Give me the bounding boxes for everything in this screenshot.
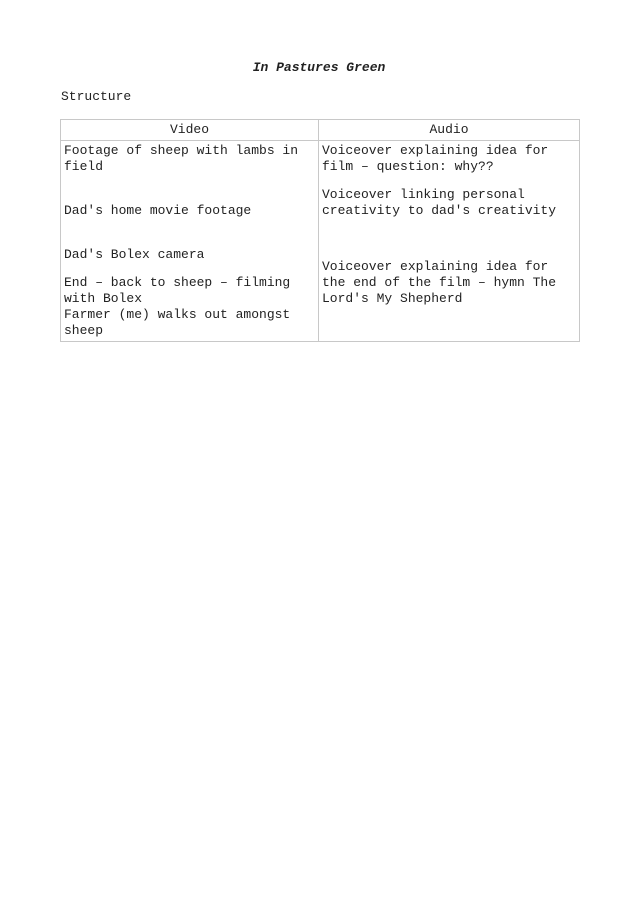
- video-item-farmer-walks: Farmer (me) walks out amongst sheep: [64, 307, 291, 338]
- audio-cell: [319, 141, 580, 342]
- video-item-bolex-camera: Dad's Bolex camera: [64, 247, 205, 262]
- table-header-row: [61, 120, 580, 141]
- structure-table: [60, 119, 580, 342]
- section-heading: Structure: [61, 89, 132, 104]
- document-title: In Pastures Green: [252, 60, 386, 75]
- audio-column-header: Audio: [319, 120, 580, 141]
- audio-item-idea-for-film: Voiceover explaining idea for film – question: why??: [322, 143, 549, 174]
- video-cell: [61, 141, 319, 342]
- video-item-end-filming: End – back to sheep – filming with Bolex: [64, 275, 291, 306]
- video-column-header: Video: [61, 120, 319, 141]
- audio-item-end-of-film: Voiceover explaining idea for the end of the film – hymn The Lord's My Shepherd: [322, 259, 557, 306]
- audio-item-linking-creativity: Voiceover linking personal creativity to dad's creativity: [322, 187, 557, 218]
- table-row: [61, 141, 580, 342]
- video-item-home-movie: Dad's home movie footage: [64, 203, 252, 218]
- video-item-sheep-footage: Footage of sheep with lambs in field: [64, 143, 299, 174]
